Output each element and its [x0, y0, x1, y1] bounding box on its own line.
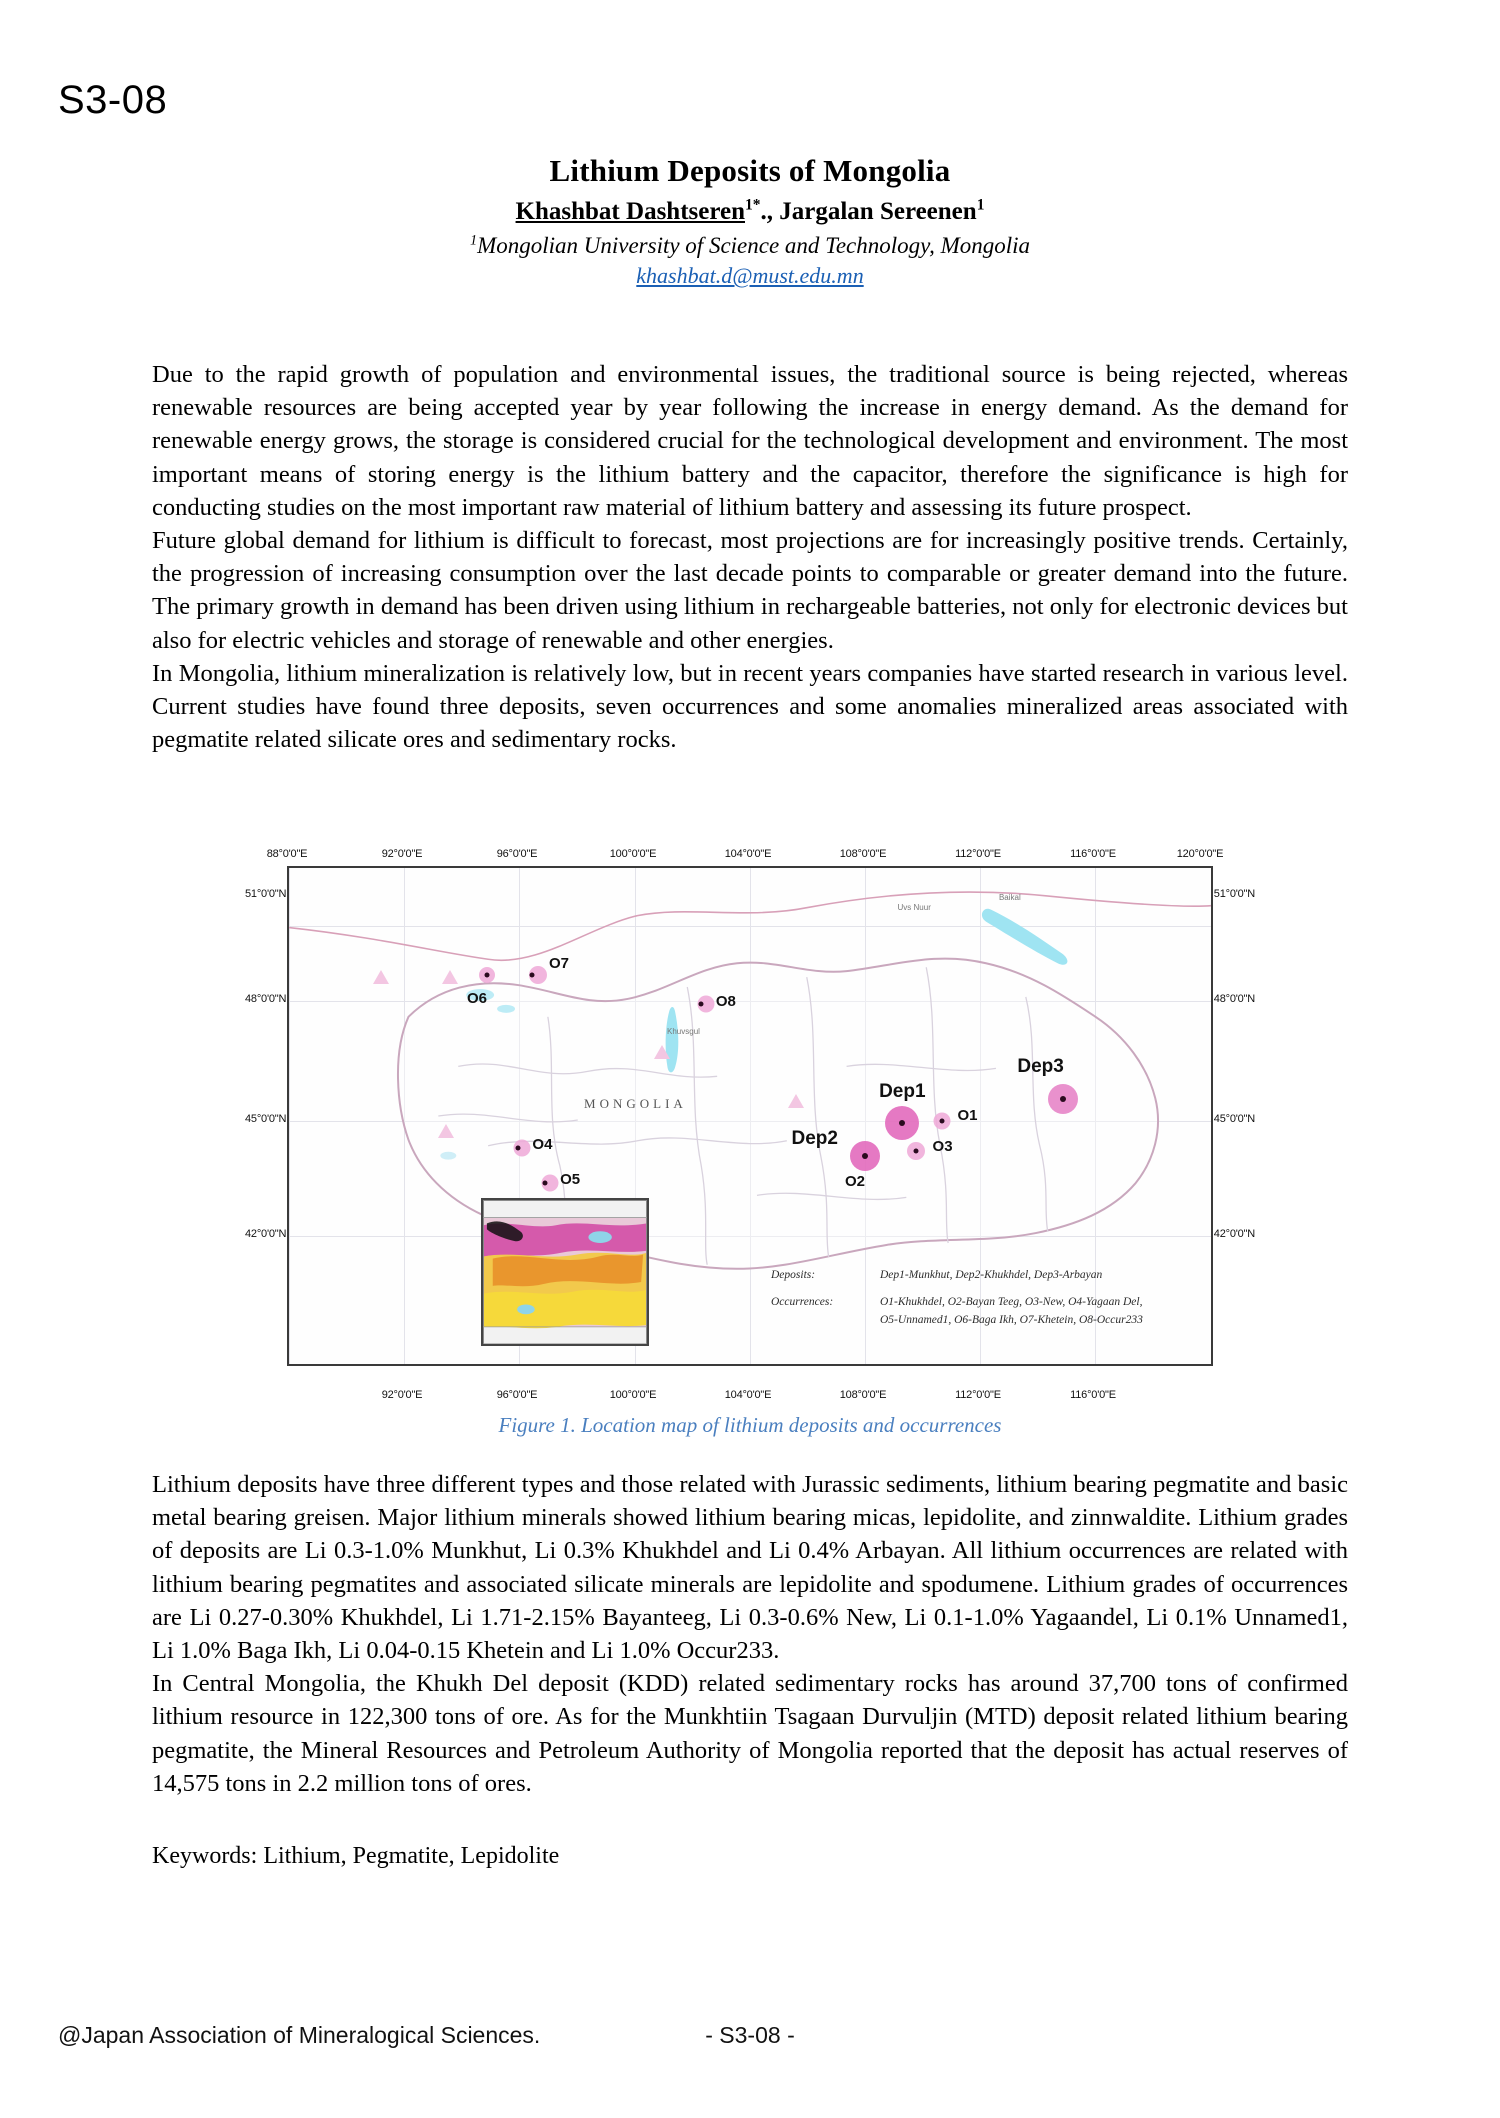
anomaly-triangle-west-2: [442, 970, 458, 984]
marker-label-o1: O1: [957, 1107, 978, 1125]
place-label-uvs: Uvs Nuur: [897, 902, 931, 912]
marker-label-dep2: Dep2: [791, 1128, 838, 1150]
paragraph-1: Due to the rapid growth of population and environmental issues, the traditional source is being rejected, whereas renewable resources are being accepted year by year following the increase in energy demand. As the demand for renewable energy grows, the storage is considered crucial for the technological development and environment. The most important means of storing energy is the lithium battery and the capacitor, therefore the significance is high for conducting studies on the most important raw material of lithium battery and assessing its future prospect.: [152, 361, 1348, 521]
page-footer: [0, 2022, 1500, 2062]
running-head: S3-08: [58, 78, 168, 122]
axis-bottom-label-0: 92°0'0"E: [381, 1389, 423, 1401]
anomaly-triangle-khuvsgul: [654, 1045, 670, 1059]
axis-bottom-label-4: 108°0'0"E: [839, 1389, 887, 1401]
marker-o4-core: [515, 1146, 520, 1151]
marker-o3-core: [913, 1148, 918, 1153]
marker-dep1-core: [899, 1120, 905, 1126]
inset-map[interactable]: [481, 1198, 649, 1346]
abstract-upper: [152, 358, 1348, 756]
marker-o5-core: [543, 1180, 548, 1185]
axis-top-label-4: 104°0'0"E: [724, 848, 772, 860]
legend-key-deposits: Deposits:: [771, 1268, 816, 1281]
marker-label-dep1: Dep1: [879, 1081, 926, 1103]
axis-top-label-5: 108°0'0"E: [839, 848, 887, 860]
location-map: [245, 846, 1255, 1403]
affiliation-text: Mongolian University of Science and Technology, Mongolia: [477, 233, 1031, 259]
marker-o2-core: [863, 1153, 868, 1158]
map-canvas[interactable]: [287, 866, 1213, 1366]
author-list: [150, 196, 1350, 229]
marker-label-o2: O2: [844, 1173, 865, 1191]
country-label-mongolia: MONGOLIA: [584, 1096, 687, 1112]
paragraph-3: In Mongolia, lithium mineralization is relatively low, but in recent years companies have started research in various level. Current studies have found three deposits, seven occurrences and some anomalies mineralized areas associated with pegmatite related silicate ores and sedimentary rocks.: [152, 659, 1348, 754]
place-label-khuvsgul: Khuvsgul: [667, 1026, 700, 1036]
axis-top-label-8: 120°0'0"E: [1176, 848, 1224, 860]
anomaly-triangle-southwest: [438, 1124, 454, 1138]
author-secondary: Jargalan Sereenen: [773, 197, 977, 225]
axis-top-label-1: 92°0'0"E: [381, 848, 423, 860]
page-title: Lithium Deposits of Mongolia: [549, 153, 951, 188]
legend-value-occurrences-line1: O1-Khukhdel, O2-Bayan Teeg, O3-New, O4-Yagaan Del,: [880, 1296, 1143, 1309]
marker-label-o3: O3: [932, 1138, 953, 1156]
axis-bottom-label-2: 100°0'0"E: [609, 1389, 657, 1401]
anomaly-triangle-central: [788, 1094, 804, 1108]
title-block: [150, 152, 1350, 289]
marker-label-o4: O4: [532, 1135, 553, 1153]
legend-value-deposits: Dep1-Munkhut, Dep2-Khukhdel, Dep3-Arbayan: [880, 1268, 1103, 1281]
map-legend: [771, 1267, 1143, 1330]
author-primary-sup: 1*: [745, 196, 761, 214]
figure-1: [245, 846, 1255, 1438]
axis-top-label-7: 116°0'0"E: [1070, 848, 1116, 860]
marker-label-o5: O5: [560, 1170, 581, 1188]
axis-top-label-2: 96°0'0"E: [496, 848, 538, 860]
figure-caption: Figure 1. Location map of lithium deposits and occurrences: [498, 1413, 1002, 1437]
paragraph-4: Lithium deposits have three different types and those related with Jurassic sediments, lithium bearing pegmatite and basic metal bearing greisen. Major lithium minerals showed lithium bearing micas, lepidolite, and zinnwaldite. Lithium grades of deposits are Li 0.3-1.0% Munkhut, Li 0.3% Khukhdel and Li 0.4% Arbayan. All lithium occurrences are related with lithium bearing pegmatites and associated silicate minerals are lepidolite and spodumene. Lithium grades of occurrences are Li 0.27-0.30% Khukhdel, Li 1.71-2.15% Bayanteeg, Li 0.3-0.6% New, Li 0.1-1.0% Yagaandel, Li 0.1% Unnamed1, Li 1.0% Baga Ikh, Li 0.04-0.15 Khetein and Li 1.0% Occur233.: [152, 1471, 1348, 1664]
anomaly-triangle-west: [373, 970, 389, 984]
author-separator: .,: [760, 197, 773, 225]
axis-left-label-0: 51°0'0"N: [245, 888, 287, 900]
marker-dep3-core: [1060, 1096, 1066, 1102]
axis-right-label-2: 45°0'0"N: [1213, 1113, 1255, 1125]
paragraph-2: Future global demand for lithium is difficult to forecast, most projections are for increasingly positive trends. Certainly, the progression of increasing consumption over the last decade points to comparable or greater demand into the future. The primary growth in demand has been driven using lithium in rechargeable batteries, not only for electronic devices but also for electric vehicles and storage of renewable and other energies.: [152, 526, 1348, 654]
legend-key-occurrences: Occurrences:: [771, 1296, 834, 1309]
axis-bottom-label-5: 112°0'0"E: [955, 1389, 1001, 1401]
marker-o6-core: [485, 972, 490, 977]
axis-left-label-1: 48°0'0"N: [245, 993, 287, 1005]
marker-label-o6: O6: [466, 989, 487, 1007]
legend-row-occurrences: [771, 1294, 1143, 1312]
author-primary: Khashbat Dashtseren: [515, 197, 745, 225]
author-secondary-sup: 1: [976, 196, 985, 214]
marker-o8-core: [699, 1002, 704, 1007]
legend-row-deposits: [771, 1267, 1143, 1285]
axis-top-label-3: 100°0'0"E: [609, 848, 657, 860]
legend-row-occurrences-2: [771, 1312, 1143, 1330]
axis-top-label-6: 112°0'0"E: [955, 848, 1001, 860]
axis-top-label-0: 88°0'0"E: [266, 848, 308, 860]
inset-map-svg: [483, 1200, 647, 1344]
marker-o1-core: [939, 1118, 944, 1123]
email-link[interactable]: khashbat.d@must.edu.mn: [636, 263, 864, 289]
axis-left-label-2: 45°0'0"N: [245, 1113, 287, 1125]
marker-o7-core: [530, 972, 535, 977]
footer-page-number: - S3-08 -: [705, 2022, 795, 2048]
marker-label-dep3: Dep3: [1017, 1056, 1064, 1078]
axis-right-label-3: 42°0'0"N: [1213, 1228, 1255, 1240]
paragraph-5: In Central Mongolia, the Khukh Del deposit (KDD) related sedimentary rocks has around 37,700 tons of confirmed lithium resource in 122,300 tons of ore. As for the Munkhtiin Tsagaan Durvuljin (MTD) deposit related lithium bearing pegmatite, the Mineral Resources and Petroleum Authority of Mongolia reported that the deposit has actual reserves of 14,575 tons in 2.2 million tons of ores.: [152, 1670, 1348, 1797]
email-line: [150, 263, 1350, 289]
affiliation: [150, 231, 1350, 261]
marker-label-o7: O7: [549, 954, 570, 972]
abstract-lower: [152, 1468, 1348, 1800]
axis-right-label-0: 51°0'0"N: [1213, 888, 1255, 900]
axis-bottom-label-6: 116°0'0"E: [1070, 1389, 1116, 1401]
affiliation-sup: 1: [469, 232, 478, 249]
keywords-line: Keywords: Lithium, Pegmatite, Lepidolite: [152, 1843, 560, 1869]
axis-bottom-label-1: 96°0'0"E: [496, 1389, 538, 1401]
place-label-baikal: Baikal: [998, 892, 1021, 902]
legend-value-occurrences-line2: O5-Unnamed1, O6-Baga Ikh, O7-Khetein, O8-Occur233: [880, 1314, 1143, 1327]
axis-bottom-label-3: 104°0'0"E: [724, 1389, 772, 1401]
axis-left-label-3: 42°0'0"N: [245, 1228, 287, 1240]
footer-copyright: @Japan Association of Mineralogical Sciences.: [58, 2022, 541, 2048]
marker-label-o8: O8: [715, 992, 736, 1010]
axis-right-label-1: 48°0'0"N: [1213, 993, 1255, 1005]
